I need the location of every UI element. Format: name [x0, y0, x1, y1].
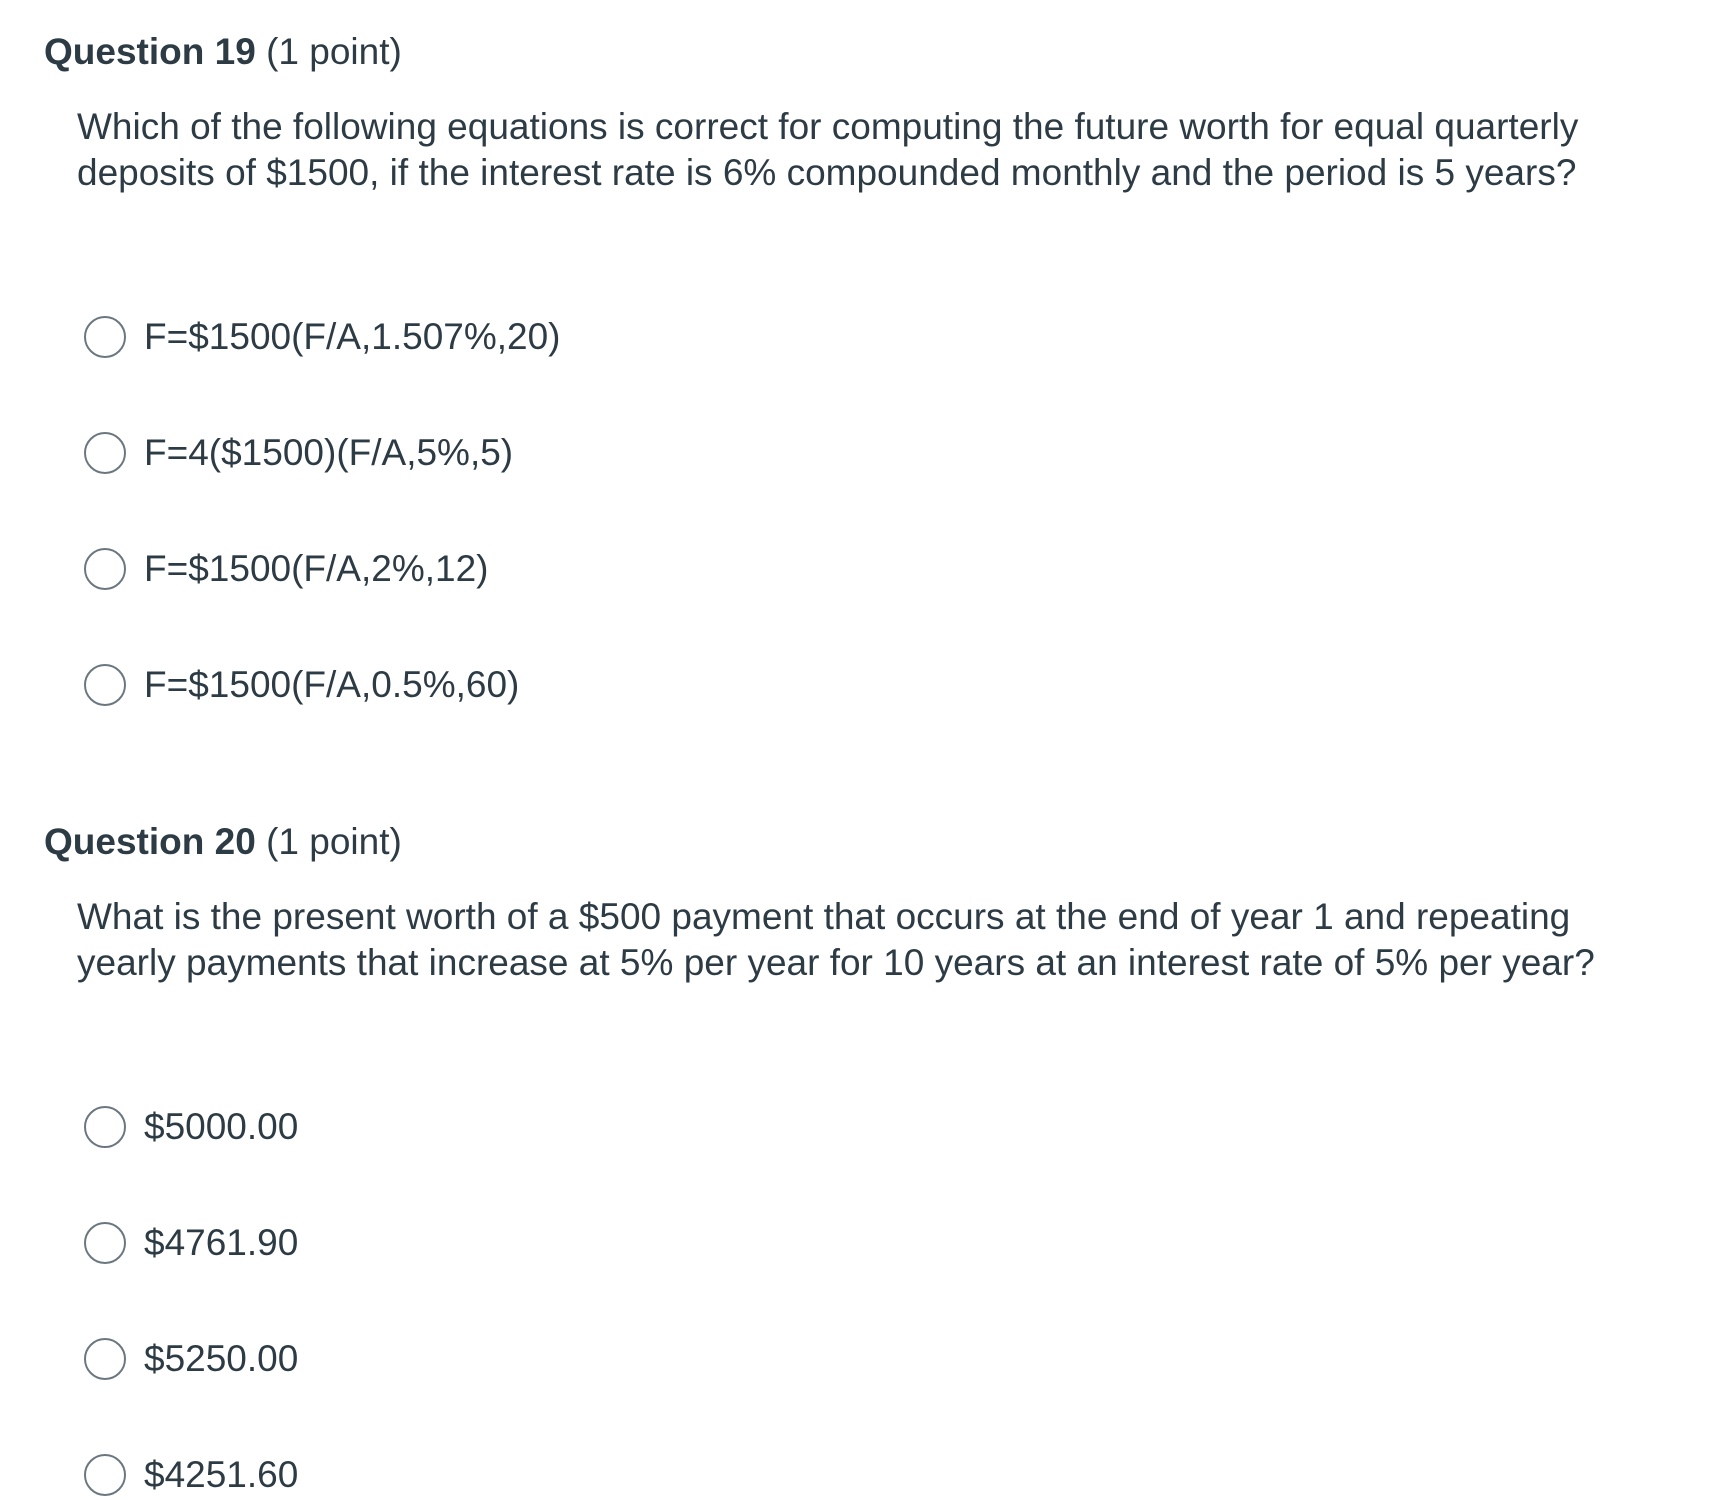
answer-option-label: F=$1500(F/A,0.5%,60) [144, 664, 520, 705]
radio-button[interactable] [84, 664, 126, 706]
radio-button[interactable] [84, 432, 126, 474]
radio-button[interactable] [84, 1106, 126, 1148]
radio-button[interactable] [84, 1454, 126, 1496]
answer-option[interactable] [84, 660, 519, 710]
radio-button[interactable] [84, 548, 126, 590]
answer-option-label: F=4($1500)(F/A,5%,5) [144, 432, 514, 473]
radio-button[interactable] [84, 1338, 126, 1380]
answer-option[interactable] [84, 544, 489, 594]
question-title: Question 20 [44, 821, 256, 862]
answer-option-label: F=$1500(F/A,1.507%,20) [144, 316, 561, 357]
answer-option[interactable] [84, 428, 513, 478]
radio-button[interactable] [84, 316, 126, 358]
answer-option[interactable] [84, 1218, 298, 1268]
question-title: Question 19 [44, 31, 256, 72]
answer-option[interactable] [84, 1450, 298, 1500]
question-points: (1 point) [266, 31, 402, 72]
answer-option-label: $4761.90 [144, 1222, 299, 1263]
answer-option-label: F=$1500(F/A,2%,12) [144, 548, 489, 589]
question-header [44, 28, 402, 76]
answer-option-label: $4251.60 [144, 1454, 299, 1495]
answer-option[interactable] [84, 312, 561, 362]
question-text: Which of the following equations is correct for computing the future worth for equal quarterly deposits of $1500, if the interest rate is 6% compounded monthly and the period is 5 years? [77, 106, 1579, 193]
answer-option[interactable] [84, 1334, 298, 1384]
answer-option-label: $5250.00 [144, 1338, 299, 1379]
question-points: (1 point) [266, 821, 402, 862]
answer-option-label: $5000.00 [144, 1106, 299, 1147]
radio-button[interactable] [84, 1222, 126, 1264]
question-text: What is the present worth of a $500 payment that occurs at the end of year 1 and repeating yearly payments that increase at 5% per year for 10 years at an interest rate of 5% per year? [77, 896, 1595, 983]
question-header [44, 818, 402, 866]
answer-option[interactable] [84, 1102, 298, 1152]
